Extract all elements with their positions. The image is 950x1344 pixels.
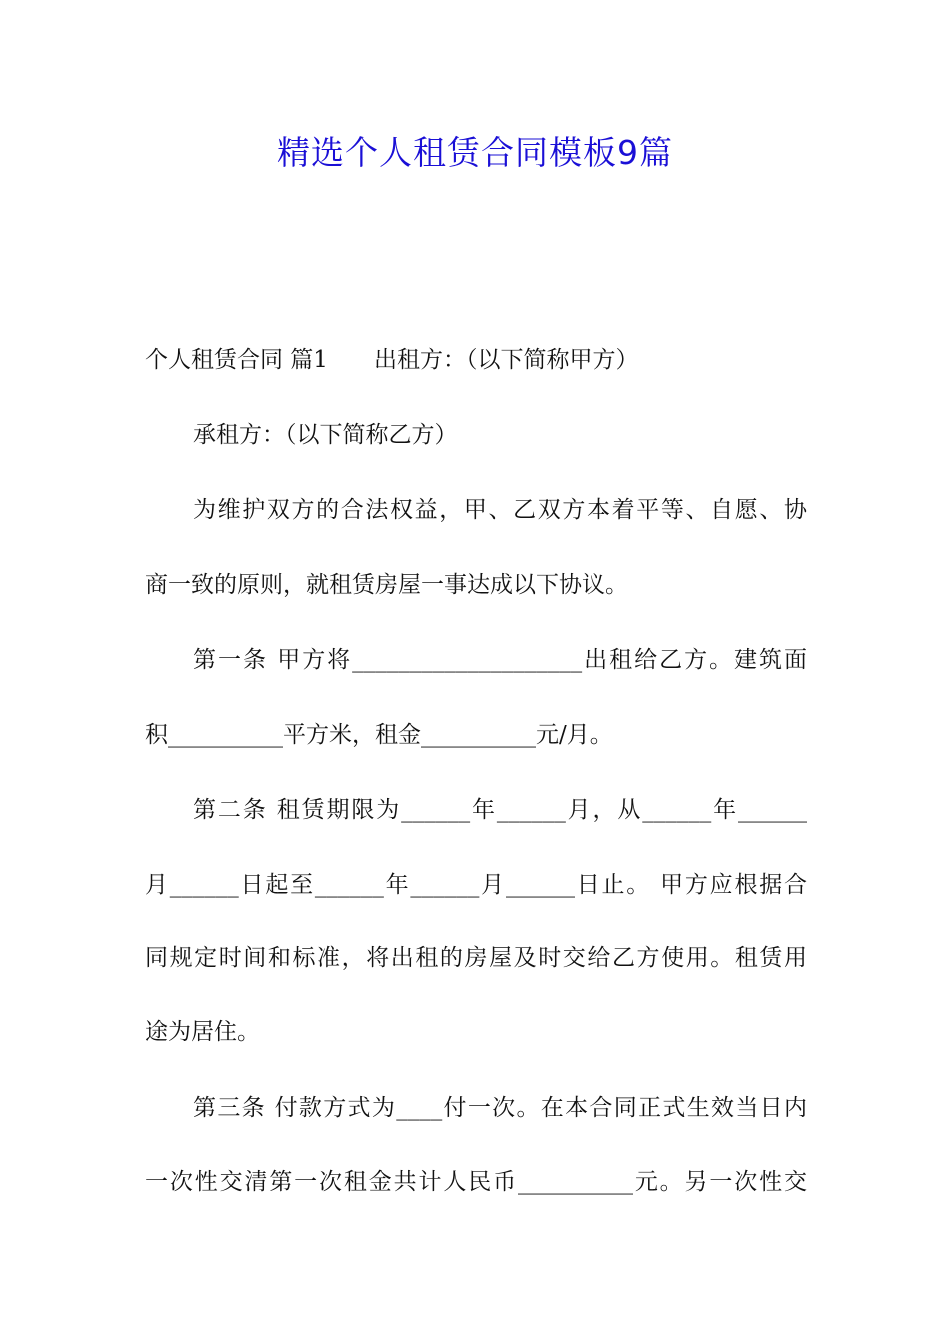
paragraph-line: 第三条 付款方式为____付一次。在本合同正式生效当日内 xyxy=(193,1095,807,1121)
paragraph-line: 第二条 租赁期限为______年______月，从______年______ xyxy=(193,797,807,823)
paragraph-heading-line: 个人租赁合同 篇1 出租方：（以下简称甲方） xyxy=(145,347,639,373)
paragraph-line: 一次性交清第一次租金共计人民币__________元。另一次性交 xyxy=(145,1169,807,1195)
paragraph-line: 积__________平方米，租金__________元/月。 xyxy=(145,722,613,748)
paragraph-line: 第一条 甲方将____________________出租给乙方。建筑面 xyxy=(193,647,807,673)
paragraph-line: 为维护双方的合法权益，甲、乙双方本着平等、自愿、协 xyxy=(193,497,807,523)
paragraph-line: 月______日起至______年______月______日止。 甲方应根据合 xyxy=(145,872,807,898)
paragraph-line: 承租方：（以下简称乙方） xyxy=(193,422,458,448)
paragraph-line: 途为居住。 xyxy=(145,1019,260,1045)
paragraph-line: 商一致的原则，就租赁房屋一事达成以下协议。 xyxy=(145,572,628,598)
paragraph-line: 同规定时间和标准，将出租的房屋及时交给乙方使用。租赁用 xyxy=(145,945,807,971)
document-title: 精选个人租赁合同模板9篇 xyxy=(277,133,673,172)
